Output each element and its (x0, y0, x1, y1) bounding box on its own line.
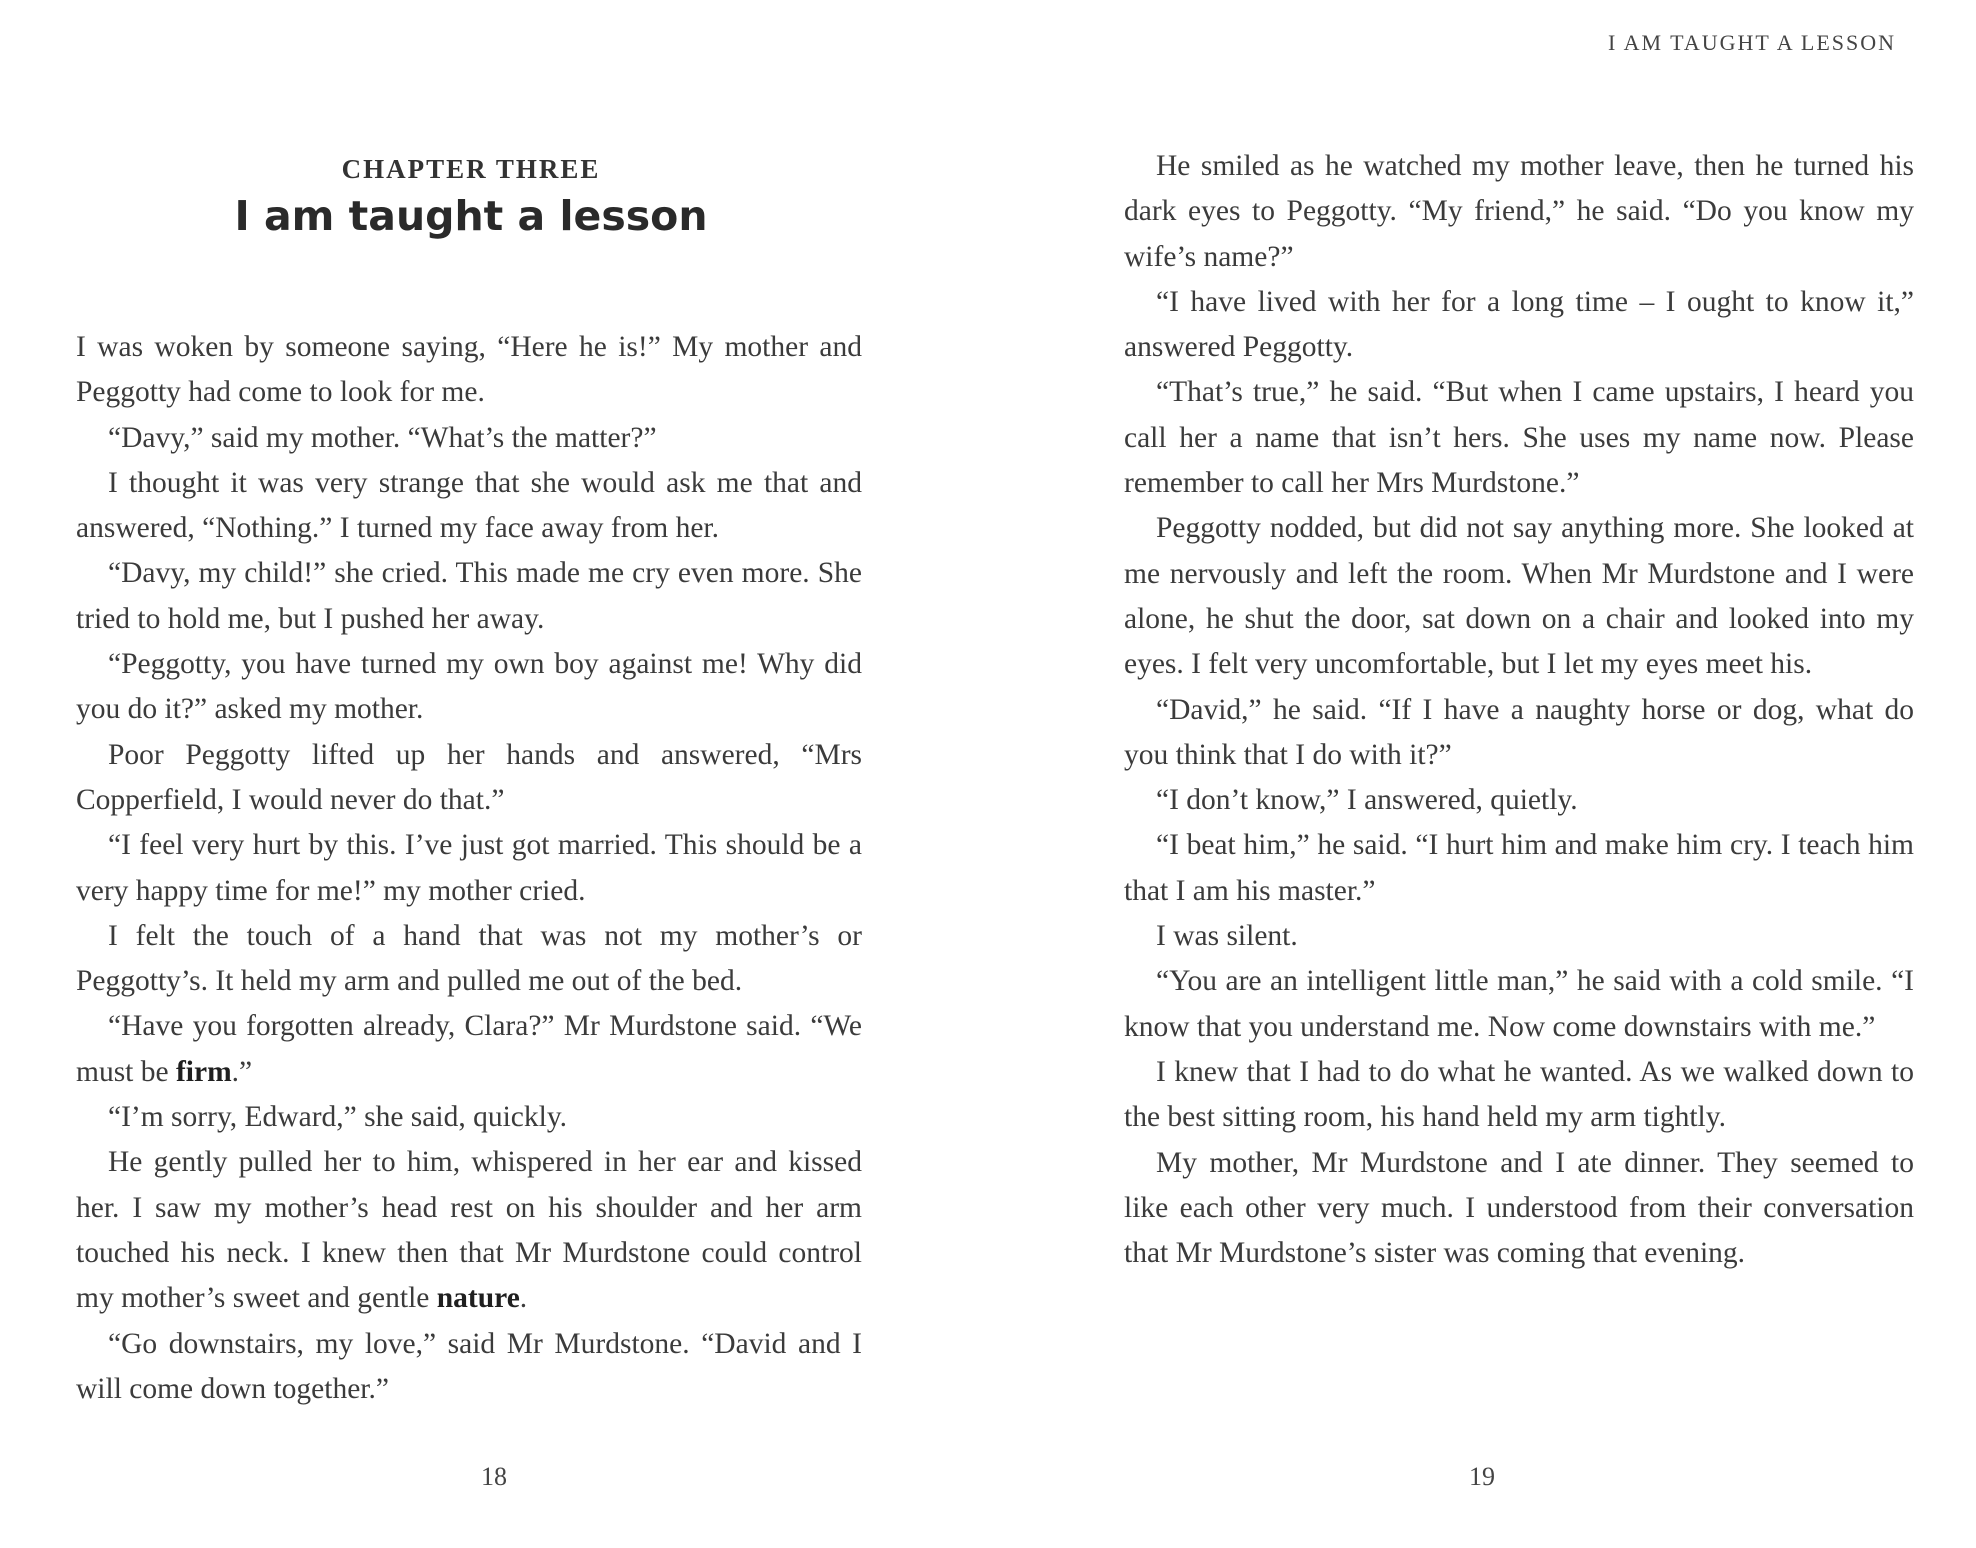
paragraph: I was silent. (1156, 920, 1298, 953)
paragraph: “Davy,” said my mother. “What’s the matter?” (108, 421, 657, 454)
glossary-word-firm: firm (175, 1055, 232, 1088)
paragraph: “I beat him,” he said. “I hurt him and make him cry. I teach him that I am his master.” (1124, 829, 1914, 907)
paragraph: I was woken by someone saying, “Here he is!” My mother and Peggotty had come to look for me. (76, 331, 862, 409)
paragraph: “Go downstairs, my love,” said Mr Murdstone. “David and I will come down together.” (76, 1327, 862, 1405)
paragraph: I thought it was very strange that she would ask me that and answered, “Nothing.” I turned my face away from her. (76, 466, 862, 545)
paragraph: “You are an intelligent little man,” he said with a cold smile. “I know that you understand me. Now come downstairs with me.” (1124, 965, 1914, 1043)
left-page-body (76, 325, 862, 1412)
page-number: 18 (481, 1462, 507, 1491)
running-head: I AM TAUGHT A LESSON (1607, 30, 1896, 55)
glossary-word-nature: nature (436, 1282, 520, 1315)
page-number: 19 (1469, 1462, 1495, 1491)
right-page (988, 0, 1976, 1548)
right-page-body (1124, 144, 1914, 1276)
paragraph: “I’m sorry, Edward,” she said, quickly. (108, 1101, 568, 1134)
paragraph: He smiled as he watched my mother leave, then he turned his dark eyes to Peggotty. “My friend,” he said. “Do you know my wife’s name?” (1124, 150, 1914, 273)
paragraph: Poor Peggotty lifted up her hands and answered, “Mrs Copperfield, I would never do that.” (76, 738, 862, 816)
chapter-heading (76, 150, 866, 242)
paragraph: I felt the touch of a hand that was not my mother’s or Peggotty’s. It held my arm and pulled me out of the bed. (76, 919, 862, 998)
paragraph: “I don’t know,” I answered, quietly. (1156, 784, 1578, 817)
paragraph: “Davy, my child!” she cried. This made me cry even more. She tried to hold me, but I pushed her away. (76, 557, 862, 635)
paragraph: He gently pulled her to him, whispered in her ear and kissed her. I saw my mother’s head rest on his shoulder and her arm touched his neck. I knew then that Mr Murdstone could control my mother’s sweet and gentle nature. (76, 1146, 862, 1315)
paragraph: Peggotty nodded, but did not say anything more. She looked at me nervously and left the room. When Mr Murdstone and I were alone, he shut the door, sat down on a chair and looked into my eyes. I felt very uncomfortable, but I let my eyes meet his. (1124, 512, 1914, 681)
chapter-title: I am taught a lesson (234, 192, 708, 240)
paragraph: My mother, Mr Murdstone and I ate dinner. They seemed to like each other very much. I understood from their conversation that Mr Murdstone’s sister was coming that evening. (1124, 1146, 1914, 1270)
paragraph: I knew that I had to do what he wanted. As we walked down to the best sitting room, his hand held my arm tightly. (1124, 1055, 1914, 1134)
chapter-label: CHAPTER THREE (341, 154, 601, 184)
paragraph: “That’s true,” he said. “But when I came upstairs, I heard you call her a name that isn’t hers. She uses my name now. Please remember to call her Mrs Murdstone.” (1124, 376, 1914, 500)
paragraph: “I feel very hurt by this. I’ve just got married. This should be a very happy time for me!” my mother cried. (76, 829, 862, 907)
paragraph: “I have lived with her for a long time – I ought to know it,” answered Peggotty. (1124, 285, 1914, 364)
paragraph: “Have you forgotten already, Clara?” Mr Murdstone said. “We must be firm.” (76, 1010, 862, 1088)
paragraph: “David,” he said. “If I have a naughty horse or dog, what do you think that I do with it?” (1124, 693, 1914, 771)
paragraph: “Peggotty, you have turned my own boy against me! Why did you do it?” asked my mother. (76, 648, 862, 726)
